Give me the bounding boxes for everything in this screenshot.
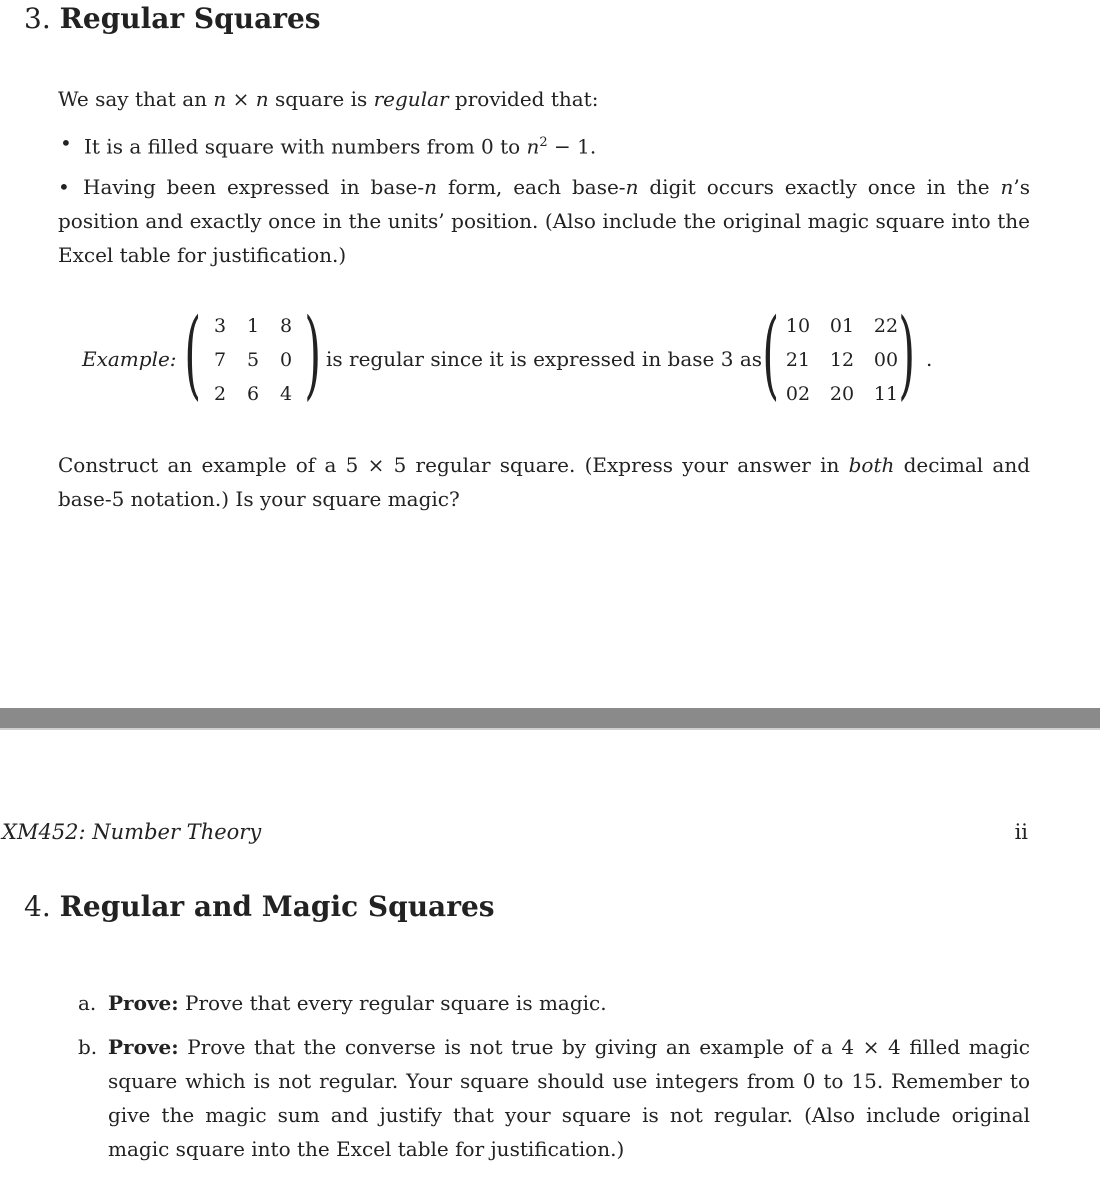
matrix-cell: 22 (873, 315, 899, 337)
matrix-cell: 6 (246, 383, 260, 405)
section-title-text: Regular and Magic Squares (59, 890, 495, 923)
matrix-cell: 21 (785, 349, 811, 371)
section-3-title (24, 2, 321, 35)
decimal-matrix (184, 298, 324, 410)
base3-matrix (762, 298, 926, 410)
matrix-cell: 00 (873, 349, 899, 371)
list-label: a. (78, 991, 97, 1015)
example-period: . (926, 347, 933, 371)
matrix-cell: 12 (829, 349, 855, 371)
matrix-cell: 11 (873, 383, 899, 405)
matrix-cell: 2 (213, 383, 227, 405)
section-title-text: Regular Squares (59, 2, 321, 35)
page-number: ii (1014, 820, 1028, 844)
example-label: Example: (82, 347, 177, 371)
regular-definition-intro: We say that an n × n square is regular provided that: (58, 87, 599, 111)
section-number: 4. (24, 890, 51, 923)
matrix-cell: 8 (279, 315, 293, 337)
matrix-cell: 20 (829, 383, 855, 405)
matrix-cell: 01 (829, 315, 855, 337)
bullet-filled-square: • It is a filled square with numbers from 0 to $n^2 - 1$. (84, 126, 1034, 164)
list-item-a: a. Prove: Prove that every regular square is magic. (108, 986, 1030, 1020)
left-paren: ( (762, 298, 780, 410)
matrix-cell: 02 (785, 383, 811, 405)
matrix-cell: 7 (213, 349, 227, 371)
matrix-cell: 4 (279, 383, 293, 405)
bullet-base-n-digits: • Having been expressed in base-n form, each base-n digit occurs exactly once in the n’s position and exactly once in the units’ position. (Also include the original magic square into the Excel table for justification.) (58, 170, 1030, 272)
list-label: b. (78, 1035, 98, 1059)
section-number: 3. (24, 2, 51, 35)
course-header: XM452: Number Theory (2, 820, 262, 844)
matrix-cell: 10 (785, 315, 811, 337)
bullet-dot: • (58, 175, 70, 199)
matrix-cell: 3 (213, 315, 227, 337)
list-item-b: b. Prove: Prove that the converse is not true by giving an example of a 4 × 4 filled magic square which is not regular. Your square should use integers from 0 to 15. Remember to give the magic sum and justify that your square is not regular. (Also include original magic square into the Excel table for justification.) (108, 1030, 1030, 1166)
matrix-cell: 5 (246, 349, 260, 371)
matrix-cell: 0 (279, 349, 293, 371)
bullet-dot: • (60, 131, 72, 155)
construct-task: Construct an example of a 5 × 5 regular square. (Express your answer in both decimal and base-5 notation.) Is your square magic? (58, 453, 1030, 511)
right-paren: ) (898, 298, 916, 410)
page-divider (0, 708, 1100, 730)
matrix-cell: 1 (246, 315, 260, 337)
left-paren: ( (184, 298, 202, 410)
right-paren: ) (304, 298, 322, 410)
section-4-title (24, 890, 495, 923)
example-explanation: is regular since it is expressed in base 3 as (326, 347, 763, 371)
